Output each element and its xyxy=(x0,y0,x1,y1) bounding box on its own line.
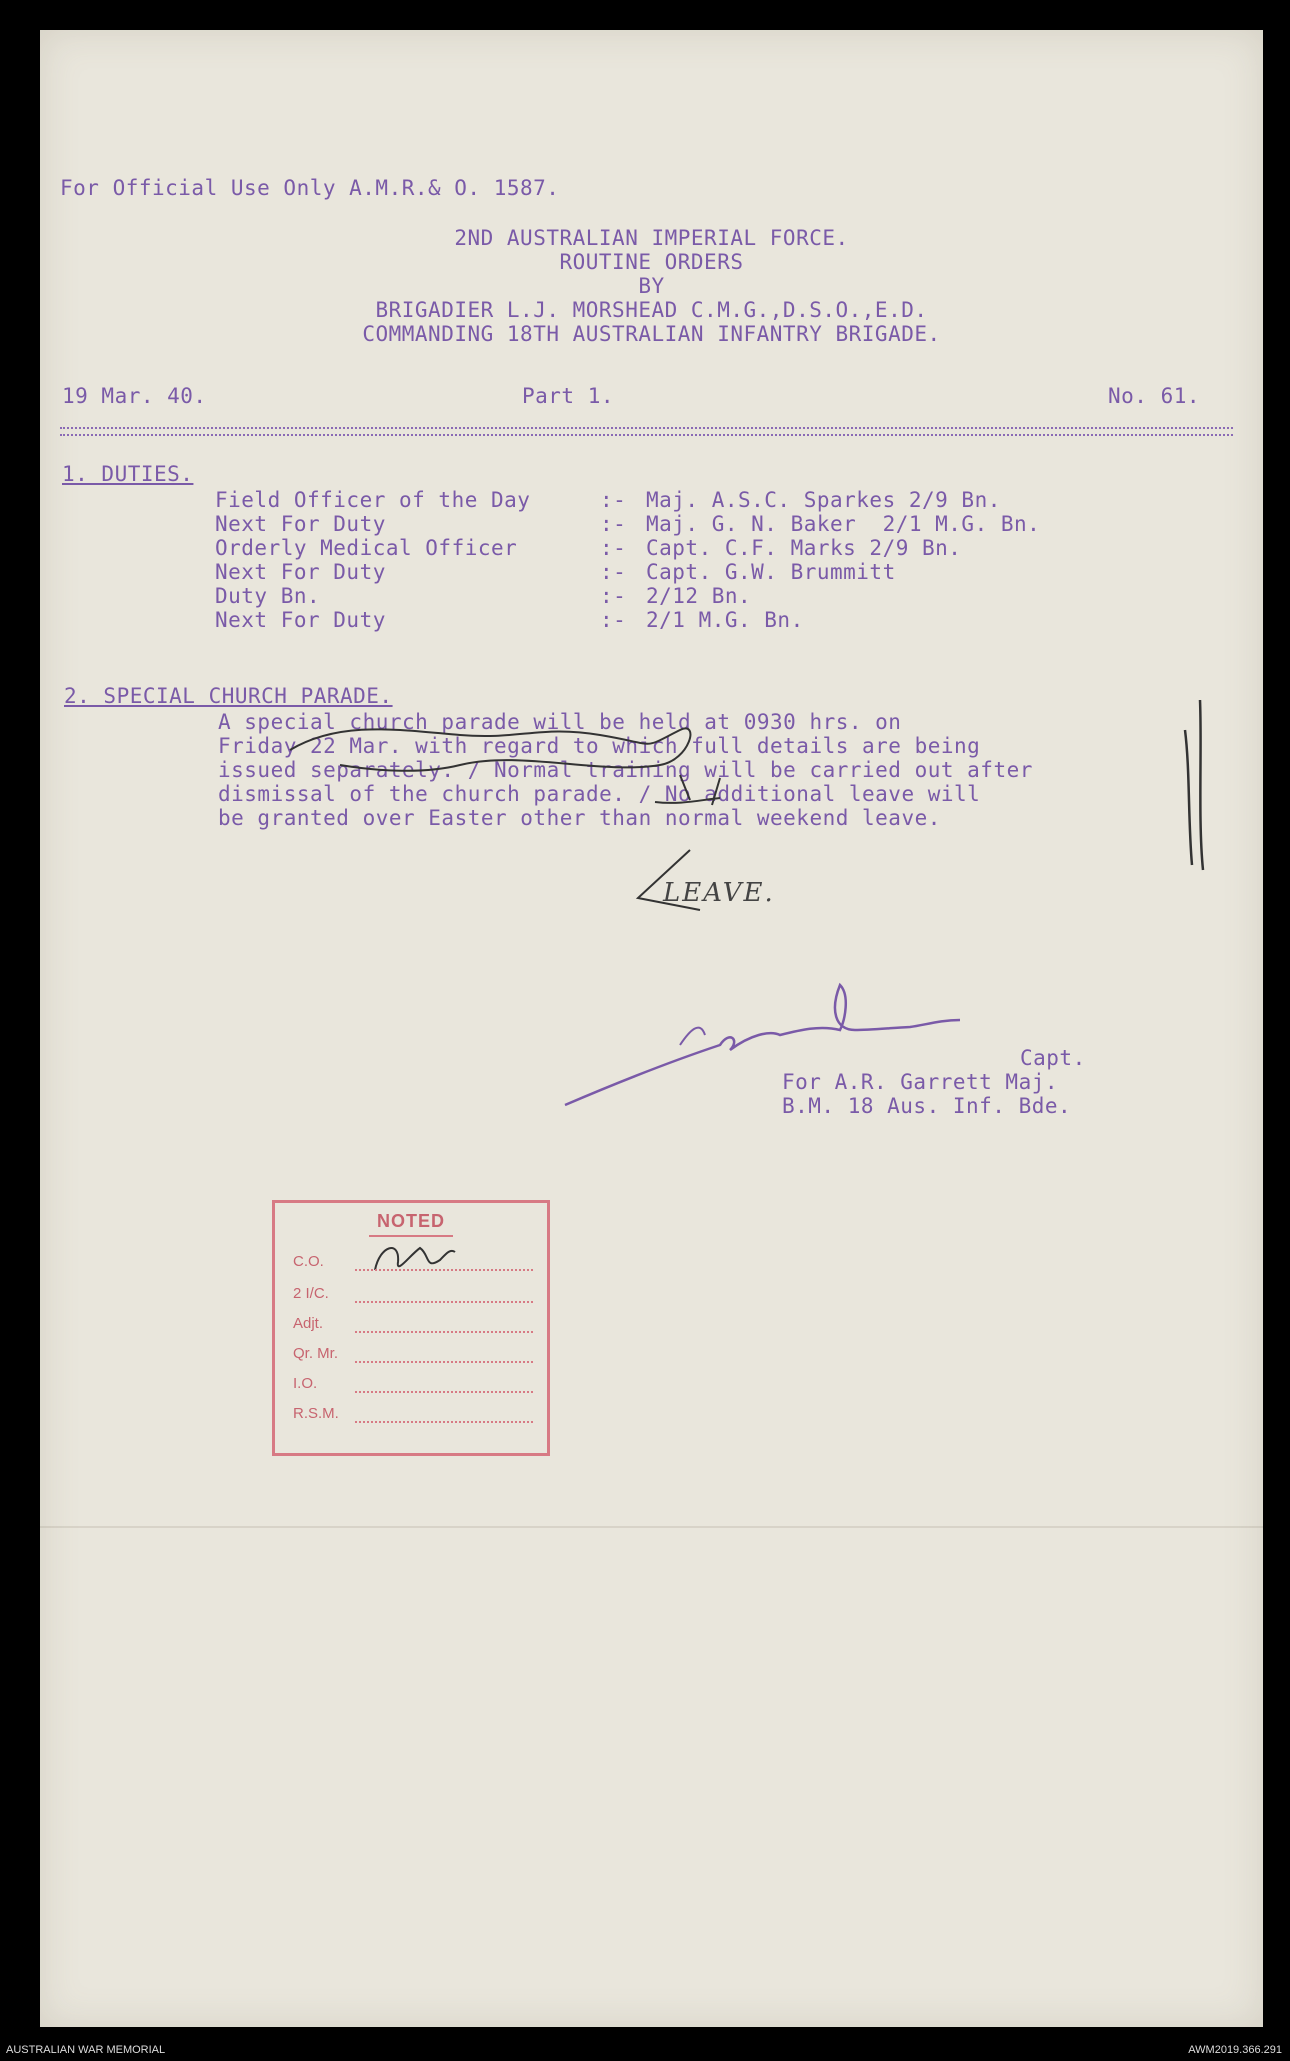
noted-stamp xyxy=(272,1200,550,1456)
duty-separator: :- xyxy=(600,584,627,608)
church-line: issued separately. / Normal training will be carried out after xyxy=(218,758,1033,782)
stamp-row xyxy=(293,1285,533,1305)
stamp-title: NOTED xyxy=(377,1211,445,1231)
orders-title: ROUTINE ORDERS xyxy=(559,250,744,274)
stamp-row xyxy=(293,1345,533,1365)
duty-value: 2/1 M.G. Bn. xyxy=(646,608,804,632)
church-line: dismissal of the church parade. / No additional leave will xyxy=(218,782,981,806)
leave-annotation: LEAVE. xyxy=(663,878,775,908)
duty-role: Duty Bn. xyxy=(215,584,321,608)
order-date: 19 Mar. 40. xyxy=(62,384,207,408)
stamp-row xyxy=(293,1405,533,1425)
footer-right: AWM2019.366.291 xyxy=(1188,2044,1282,2056)
duty-separator: :- xyxy=(600,512,627,536)
signature-unit: B.M. 18 Aus. Inf. Bde. xyxy=(782,1094,1072,1118)
duty-role: Orderly Medical Officer xyxy=(215,536,518,560)
duty-separator: :- xyxy=(600,488,627,512)
duty-role: Next For Duty xyxy=(215,512,386,536)
duty-separator: :- xyxy=(600,608,627,632)
paper-fold xyxy=(40,1526,1263,1528)
duty-role: Field Officer of the Day xyxy=(215,488,531,512)
stamp-row-label: R.S.M. xyxy=(293,1405,339,1422)
commanding-line: COMMANDING 18TH AUSTRALIAN INFANTRY BRIGADE. xyxy=(362,322,941,346)
official-use-line: For Official Use Only A.M.R.& O. 1587. xyxy=(60,176,560,200)
signature-rank: Capt. xyxy=(1020,1046,1086,1070)
by-line: BY xyxy=(638,274,665,298)
church-line: Friday 22 Mar. with regard to which full details are being xyxy=(218,734,981,758)
duty-separator: :- xyxy=(600,536,627,560)
stamp-row-label: I.O. xyxy=(293,1375,318,1392)
pencil-marks xyxy=(40,30,1263,2027)
brigadier-line: BRIGADIER L.J. MORSHEAD C.M.G.,D.S.O.,E.D. xyxy=(375,298,928,322)
church-line: be granted over Easter other than normal weekend leave. xyxy=(218,806,941,830)
duty-role: Next For Duty xyxy=(215,560,386,584)
duty-value: Capt. C.F. Marks 2/9 Bn. xyxy=(646,536,962,560)
stamp-row xyxy=(293,1375,533,1395)
duty-role: Next For Duty xyxy=(215,608,386,632)
order-number: No. 61. xyxy=(1108,384,1201,408)
duties-heading: 1. DUTIES. xyxy=(62,462,194,486)
stamp-row xyxy=(293,1253,533,1273)
stamp-row xyxy=(293,1315,533,1335)
stamp-row-label: Qr. Mr. xyxy=(293,1345,338,1362)
duty-separator: :- xyxy=(600,560,627,584)
duty-value: Maj. G. N. Baker 2/1 M.G. Bn. xyxy=(646,512,1041,536)
church-heading: 2. SPECIAL CHURCH PARADE. xyxy=(64,684,393,708)
stamp-row-label: Adjt. xyxy=(293,1315,324,1332)
duty-value: Maj. A.S.C. Sparkes 2/9 Bn. xyxy=(646,488,1001,512)
stamp-title-underline xyxy=(369,1235,453,1237)
signature-for-line: For A.R. Garrett Maj. xyxy=(782,1070,1059,1094)
document-page xyxy=(40,30,1263,2027)
stamp-row-label: 2 I/C. xyxy=(293,1285,329,1302)
order-part: Part 1. xyxy=(522,384,615,408)
stamp-row-label: C.O. xyxy=(293,1253,324,1270)
duty-value: 2/12 Bn. xyxy=(646,584,752,608)
church-line: A special church parade will be held at 0930 hrs. on xyxy=(218,710,902,734)
duty-value: Capt. G.W. Brummitt xyxy=(646,560,896,584)
force-title: 2ND AUSTRALIAN IMPERIAL FORCE. xyxy=(454,226,849,250)
footer-left: AUSTRALIAN WAR MEMORIAL xyxy=(6,2044,166,2056)
